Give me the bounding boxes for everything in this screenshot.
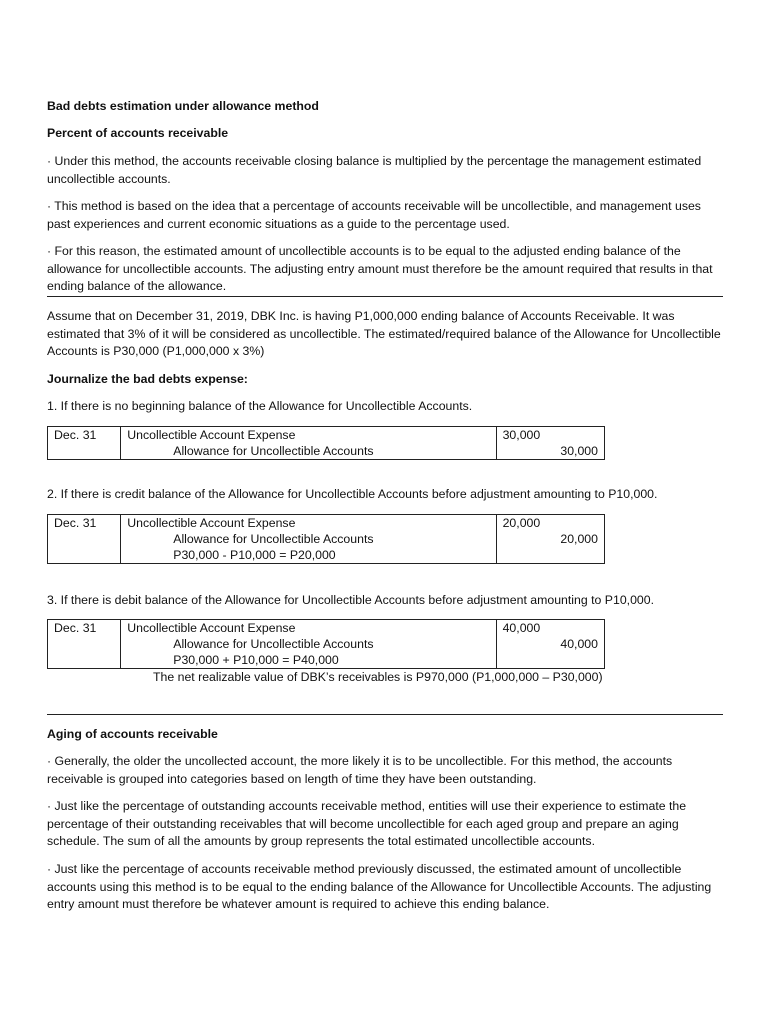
section-divider xyxy=(47,296,723,297)
entry-accounts xyxy=(121,427,496,460)
credit-account: Allowance for Uncollectible Accounts xyxy=(173,637,374,651)
percent-bullet-2: · This method is based on the idea that a percentage of accounts receivable will be uncollectible, and management uses past experiences and current economic situations as a guide to the percentage used. xyxy=(47,199,701,231)
journal-entry-table-3 xyxy=(47,619,605,669)
percent-bullet-3: · For this reason, the estimated amount of uncollectible accounts is to be equal to the adjusted ending balance of the allowance for uncollectible accounts. The adjusting entry amount must therefore be the amount required that results in that ending balance of the allowance. xyxy=(47,244,713,293)
table-row xyxy=(48,515,605,564)
journal-entry-table-1 xyxy=(47,426,605,460)
entry-date: Dec. 31 xyxy=(48,620,121,669)
entry-date: Dec. 31 xyxy=(48,427,121,460)
aging-bullet-1: · Generally, the older the uncollected account, the more likely it is to be uncollectible. For this method, the accounts receivable is grouped into categories based on length of time they have been outstanding. xyxy=(47,754,673,786)
credit-amount: 30,000 xyxy=(560,444,598,458)
net-realizable-note: The net realizable value of DBK’s receivables is P970,000 (P1,000,000 – P30,000) xyxy=(153,670,603,684)
entry-date: Dec. 31 xyxy=(48,515,121,564)
example-assumption: Assume that on December 31, 2019, DBK Inc. is having P1,000,000 ending balance of Accounts Receivable. It was estimated that 3% of it will be considered as uncollectible. The estimated/required balance of the Allowance for Uncollectible Accounts is P30,000 (P1,000,000 x 3%) xyxy=(47,309,721,358)
credit-amount: 20,000 xyxy=(560,532,598,546)
debit-amount: 30,000 xyxy=(502,428,541,442)
credit-account: Allowance for Uncollectible Accounts xyxy=(173,444,374,458)
table-row xyxy=(48,620,605,669)
case-1-title: 1. If there is no beginning balance of the Allowance for Uncollectible Accounts. xyxy=(47,399,473,413)
entry-accounts xyxy=(121,515,496,564)
table-row xyxy=(48,427,605,460)
case-3-title: 3. If there is debit balance of the Allowance for Uncollectible Accounts before adjustment amounting to P10,000. xyxy=(47,593,655,607)
credit-amount: 40,000 xyxy=(560,637,598,651)
section-heading-aging: Aging of accounts receivable xyxy=(47,727,218,741)
aging-bullet-3: · Just like the percentage of accounts receivable method previously discussed, the estimated amount of uncollectible accounts using this method is to be equal to the ending balance of the Allowance for Uncollectible Accounts. The adjusting entry amount must therefore be whatever amount is required to achieve this ending balance. xyxy=(47,862,712,911)
debit-account: Uncollectible Account Expense xyxy=(127,516,296,530)
entry-computation: P30,000 - P10,000 = P20,000 xyxy=(173,548,336,562)
entry-accounts xyxy=(121,620,496,669)
debit-amount: 40,000 xyxy=(502,621,541,635)
debit-amount: 20,000 xyxy=(502,516,541,530)
entry-amounts xyxy=(496,427,604,460)
credit-account: Allowance for Uncollectible Accounts xyxy=(173,532,374,546)
debit-account: Uncollectible Account Expense xyxy=(127,428,296,442)
case-2-title: 2. If there is credit balance of the Allowance for Uncollectible Accounts before adjustment amounting to P10,000. xyxy=(47,487,658,501)
section-heading-percent: Percent of accounts receivable xyxy=(47,126,229,140)
entry-amounts xyxy=(496,620,604,669)
page-title: Bad debts estimation under allowance method xyxy=(47,99,319,113)
entry-computation: P30,000 + P10,000 = P40,000 xyxy=(173,653,339,667)
percent-bullet-1: · Under this method, the accounts receivable closing balance is multiplied by the percentage the management estimated uncollectible accounts. xyxy=(47,154,702,186)
journal-entry-table-2 xyxy=(47,514,605,564)
section-divider xyxy=(47,714,723,715)
aging-bullet-2: · Just like the percentage of outstanding accounts receivable method, entities will use their experience to estimate the percentage of their outstanding receivables that will become uncollectible for each aged group and prepare an aging schedule. The sum of all the amounts by group represents the total estimated uncollectible accounts. xyxy=(47,799,687,848)
journalize-heading: Journalize the bad debts expense: xyxy=(47,372,248,386)
entry-amounts xyxy=(496,515,604,564)
debit-account: Uncollectible Account Expense xyxy=(127,621,296,635)
